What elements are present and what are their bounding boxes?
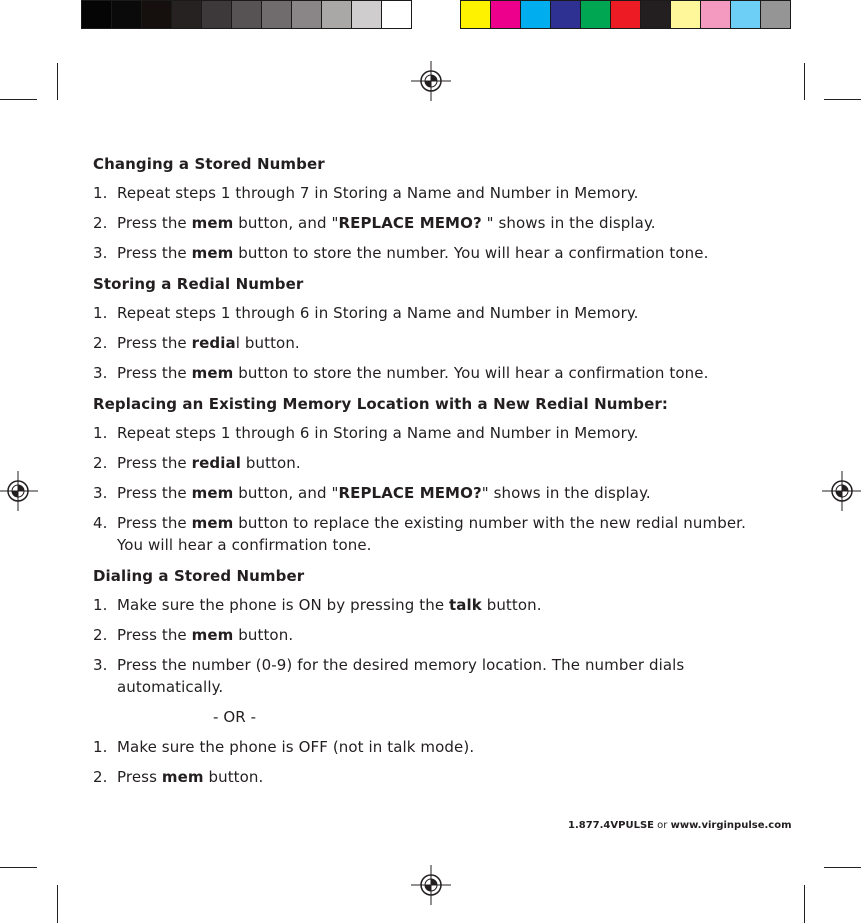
emphasis-text: mem [191,244,234,262]
list-item-text: button. [481,596,542,614]
color-swatch-8 [671,0,701,29]
list-item-text: Press the number (0-9) for the desired memory location. The number dials automatically. [117,656,685,696]
emphasis-text: mem [191,484,234,502]
color-swatch-3 [521,0,551,29]
list-item-text: button to store the number. You will hear a confirmation tone. [233,244,709,262]
list-item [93,624,773,646]
emphasis-text: redial [191,454,241,472]
gray-swatch-5 [202,0,232,29]
gray-swatch-9 [322,0,352,29]
color-swatch-2 [491,0,521,29]
list-item [93,242,773,264]
list-item [93,594,773,616]
list-item-text: Press the [117,244,192,262]
list-item-text: l button. [235,334,300,352]
list-item-number: 3. [93,484,108,502]
list-item-number: 1. [93,596,108,614]
list-item-number: 3. [93,656,108,674]
gray-swatch-10 [352,0,382,29]
registration-mark-icon [822,471,861,511]
emphasis-text: mem [191,364,234,382]
gray-swatch-2 [112,0,142,29]
color-swatch-6 [611,0,641,29]
gray-swatch-11 [382,0,412,29]
list-item [93,766,773,788]
list-item-number: 2. [93,454,108,472]
list-item-text: Press the [117,454,192,472]
gray-swatch-3 [142,0,172,29]
color-swatch-7 [641,0,671,29]
list-item-number: 2. [93,214,108,232]
or-separator: - OR - [213,708,257,726]
list-item-text: Press the [117,514,192,532]
emphasis-text: mem [161,768,204,786]
list-item-text: " shows in the display. [481,484,651,502]
section-heading: Replacing an Existing Memory Location with a New Redial Number: [93,395,668,413]
list-item-text: Press the [117,214,192,232]
list-item [93,362,773,384]
list-item-text: Make sure the phone is ON by pressing the [117,596,450,614]
color-swatch-11 [761,0,791,29]
list-item-text: Repeat steps 1 through 7 in Storing a Name and Number in Memory. [117,184,639,202]
list-item-text: button, and " [233,484,339,502]
section-heading: Storing a Redial Number [93,275,304,293]
list-item-number: 3. [93,244,108,262]
list-item-text: Press the [117,364,192,382]
footer-website: www.virginpulse.com [670,820,792,831]
grayscale-calibration-bar [81,0,412,30]
list-item-text: button. [203,768,264,786]
list-item-text: Repeat steps 1 through 6 in Storing a Name and Number in Memory. [117,424,639,442]
list-item-number: 1. [93,738,108,756]
list-item-text: Press the [117,626,192,644]
list-item-text: button. [240,454,301,472]
list-item [93,452,773,474]
list-item [93,654,773,698]
list-item-number: 4. [93,514,108,532]
gray-swatch-4 [172,0,202,29]
list-item [93,512,773,556]
list-item-number: 2. [93,626,108,644]
list-item-text: button to store the number. You will hear a confirmation tone. [233,364,709,382]
color-swatch-4 [551,0,581,29]
footer-contact [568,820,792,831]
list-item [93,422,773,444]
list-item-number: 2. [93,768,108,786]
color-swatch-5 [581,0,611,29]
emphasis-text: mem [191,214,234,232]
list-item [93,182,773,204]
section-heading: Dialing a Stored Number [93,567,305,585]
color-swatch-9 [701,0,731,29]
emphasis-text: mem [191,514,234,532]
list-item [93,736,773,758]
list-item [93,212,773,234]
list-item-text: Press the [117,484,192,502]
list-item [93,302,773,324]
list-item-text: Make sure the phone is OFF (not in talk mode). [117,738,475,756]
emphasis-text: mem [191,626,234,644]
list-item-text: button. [233,626,294,644]
instructions-body [93,152,773,796]
emphasis-text: redia [191,334,236,352]
list-item-number: 3. [93,364,108,382]
color-swatch-1 [460,0,491,29]
list-item-text: Repeat steps 1 through 6 in Storing a Name and Number in Memory. [117,304,639,322]
list-item [93,332,773,354]
gray-swatch-1 [81,0,112,29]
footer-phone: 1.877.4VPULSE [568,820,654,831]
registration-mark-icon [411,61,451,101]
list-item-number: 2. [93,334,108,352]
emphasis-text: talk [449,596,482,614]
gray-swatch-6 [232,0,262,29]
list-item [93,482,773,504]
emphasis-text: REPLACE MEMO? [338,484,482,502]
list-item-text: " shows in the display. [481,214,656,232]
footer-or: or [657,820,668,831]
color-calibration-bar [460,0,791,30]
list-item-number: 1. [93,184,108,202]
emphasis-text: REPLACE MEMO? [338,214,482,232]
list-item-number: 1. [93,424,108,442]
list-item-text: Press [117,768,162,786]
section-heading: Changing a Stored Number [93,155,325,173]
registration-mark-icon [0,471,38,511]
gray-swatch-8 [292,0,322,29]
color-swatch-10 [731,0,761,29]
list-item-text: button to replace the existing number with the new redial number. You will hear a confirmation tone. [117,514,746,554]
list-item-number: 1. [93,304,108,322]
list-item-text: Press the [117,334,192,352]
list-item-text: button, and " [233,214,339,232]
gray-swatch-7 [262,0,292,29]
registration-mark-icon [411,865,451,905]
